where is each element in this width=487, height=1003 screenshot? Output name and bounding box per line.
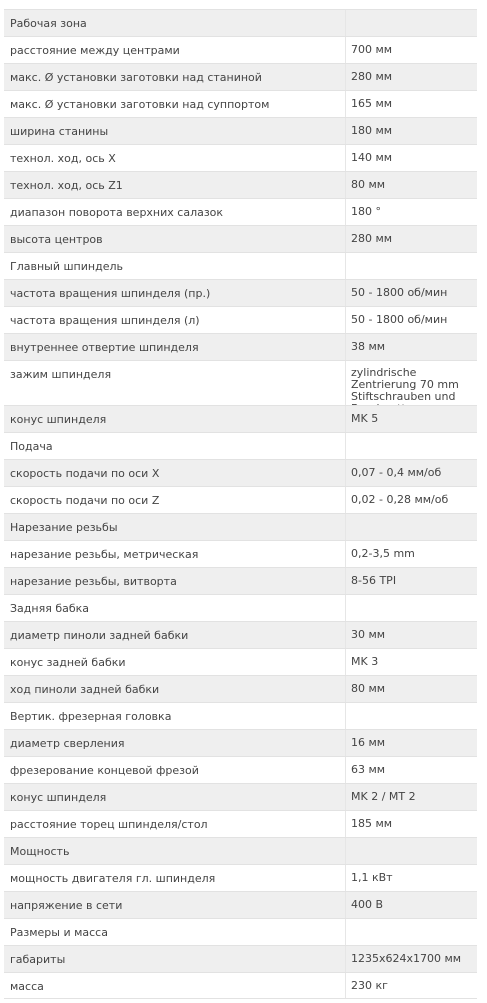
spec-row	[4, 621, 477, 648]
section-header-row	[4, 432, 477, 459]
column-divider	[345, 541, 346, 567]
spec-label: ход пиноли задней бабки	[10, 683, 160, 696]
section-title: Мощность	[10, 845, 70, 858]
spec-value: zylindrische Zentrierung 70 mm Stiftschrauben und	[351, 366, 459, 403]
spec-value: 30 мм	[351, 628, 386, 641]
column-divider	[345, 406, 346, 432]
spec-label: масса	[10, 980, 44, 993]
section-title: Вертик. фрезерная головка	[10, 710, 172, 723]
column-divider	[345, 676, 346, 702]
spec-row	[4, 864, 477, 891]
spec-value: 0,07 - 0,4 мм/об	[351, 466, 442, 479]
column-divider	[345, 118, 346, 144]
spec-row	[4, 144, 477, 171]
spec-row	[4, 225, 477, 252]
section-title: Подача	[10, 440, 53, 453]
spec-row	[4, 459, 477, 486]
section-header-row	[4, 918, 477, 945]
spec-value: 38 мм	[351, 340, 386, 353]
spec-label: фрезерование концевой фрезой	[10, 764, 199, 777]
spec-value: 50 - 1800 об/мин	[351, 286, 448, 299]
spec-label: диаметр сверления	[10, 737, 125, 750]
spec-row	[4, 540, 477, 567]
column-divider	[345, 37, 346, 63]
spec-value: 185 мм	[351, 817, 393, 830]
section-header-row	[4, 513, 477, 540]
spec-label: нарезание резьбы, метрическая	[10, 548, 199, 561]
column-divider	[345, 811, 346, 837]
column-divider	[345, 730, 346, 756]
column-divider	[345, 145, 346, 171]
spec-row	[4, 171, 477, 198]
section-title: Размеры и масса	[10, 926, 108, 939]
spec-row	[4, 783, 477, 810]
column-divider	[345, 91, 346, 117]
spec-row	[4, 756, 477, 783]
spec-row	[4, 567, 477, 594]
spec-value: 165 мм	[351, 97, 393, 110]
spec-value: 8-56 TPI	[351, 574, 397, 587]
spec-label: технол. ход, ось X	[10, 152, 116, 165]
spec-label: скорость подачи по оси Z	[10, 494, 160, 507]
column-divider	[345, 757, 346, 783]
column-divider	[345, 973, 346, 998]
spec-value: 280 мм	[351, 70, 393, 83]
section-header-row	[4, 837, 477, 864]
column-divider	[345, 703, 346, 729]
section-header-row	[4, 252, 477, 279]
spec-row	[4, 198, 477, 225]
column-divider	[345, 226, 346, 252]
column-divider	[345, 361, 346, 405]
spec-value: 1,1 кВт	[351, 871, 393, 884]
spec-value: 700 мм	[351, 43, 393, 56]
column-divider	[345, 460, 346, 486]
spec-row	[4, 486, 477, 513]
column-divider	[345, 568, 346, 594]
spec-value: 0,2-3,5 mm	[351, 547, 415, 560]
spec-label: расстояние торец шпинделя/стол	[10, 818, 208, 831]
spec-value: 50 - 1800 об/мин	[351, 313, 448, 326]
spec-value: 230 кг	[351, 979, 388, 992]
column-divider	[345, 199, 346, 225]
spec-row	[4, 648, 477, 675]
spec-value: 280 мм	[351, 232, 393, 245]
column-divider	[345, 64, 346, 90]
spec-label: скорость подачи по оси X	[10, 467, 160, 480]
spec-row	[4, 63, 477, 90]
section-header-row	[4, 594, 477, 621]
spec-label: расстояние между центрами	[10, 44, 180, 57]
spec-table	[4, 9, 477, 999]
spec-label: нарезание резьбы, витворта	[10, 575, 177, 588]
column-divider	[345, 622, 346, 648]
column-divider	[345, 919, 346, 945]
column-divider	[345, 649, 346, 675]
spec-value: MK 2 / MT 2	[351, 790, 416, 803]
section-title: Рабочая зона	[10, 17, 87, 30]
spec-label: габариты	[10, 953, 66, 966]
spec-row	[4, 972, 477, 999]
spec-row	[4, 810, 477, 837]
spec-label: частота вращения шпинделя (пр.)	[10, 287, 211, 300]
spec-label: частота вращения шпинделя (л)	[10, 314, 200, 327]
spec-value: 400 В	[351, 898, 384, 911]
spec-label: мощность двигателя гл. шпинделя	[10, 872, 216, 885]
spec-row	[4, 891, 477, 918]
spec-value: 1235x624x1700 мм	[351, 952, 462, 965]
spec-row	[4, 729, 477, 756]
spec-value: MK 5	[351, 412, 379, 425]
spec-row	[4, 306, 477, 333]
column-divider	[345, 838, 346, 864]
spec-label: макс. Ø установки заготовки над суппортом	[10, 98, 270, 111]
spec-label: конус задней бабки	[10, 656, 126, 669]
column-divider	[345, 172, 346, 198]
section-header-row	[4, 9, 477, 36]
spec-row	[4, 945, 477, 972]
spec-row	[4, 36, 477, 63]
spec-row	[4, 279, 477, 306]
column-divider	[345, 487, 346, 513]
spec-label: напряжение в сети	[10, 899, 123, 912]
column-divider	[345, 307, 346, 333]
column-divider	[345, 253, 346, 279]
spec-label: технол. ход, ось Z1	[10, 179, 123, 192]
spec-label: диаметр пиноли задней бабки	[10, 629, 189, 642]
spec-row	[4, 675, 477, 702]
spec-row	[4, 360, 477, 405]
spec-value: 16 мм	[351, 736, 386, 749]
column-divider	[345, 784, 346, 810]
column-divider	[345, 334, 346, 360]
spec-label: внутреннее отвертие шпинделя	[10, 341, 199, 354]
spec-value: 63 мм	[351, 763, 386, 776]
spec-row	[4, 333, 477, 360]
spec-label: макс. Ø установки заготовки над станиной	[10, 71, 262, 84]
section-title: Главный шпиндель	[10, 260, 123, 273]
spec-row	[4, 90, 477, 117]
spec-value: 180 мм	[351, 124, 393, 137]
spec-value: 180 °	[351, 205, 381, 218]
section-header-row	[4, 702, 477, 729]
column-divider	[345, 892, 346, 918]
column-divider	[345, 946, 346, 972]
spec-row	[4, 405, 477, 432]
spec-row	[4, 117, 477, 144]
spec-value: MK 3	[351, 655, 379, 668]
spec-value: 80 мм	[351, 178, 386, 191]
spec-label: конус шпинделя	[10, 791, 107, 804]
section-title: Задняя бабка	[10, 602, 90, 615]
column-divider	[345, 595, 346, 621]
spec-label: конус шпинделя	[10, 413, 107, 426]
column-divider	[345, 433, 346, 459]
spec-value: 80 мм	[351, 682, 386, 695]
spec-label: высота центров	[10, 233, 103, 246]
column-divider	[345, 514, 346, 540]
column-divider	[345, 865, 346, 891]
spec-label: ширина станины	[10, 125, 109, 138]
spec-label: диапазон поворота верхних салазок	[10, 206, 224, 219]
spec-value: 140 мм	[351, 151, 393, 164]
spec-label: зажим шпинделя	[10, 368, 112, 381]
column-divider	[345, 280, 346, 306]
section-title: Нарезание резьбы	[10, 521, 118, 534]
column-divider	[345, 10, 346, 36]
spec-value: 0,02 - 0,28 мм/об	[351, 493, 449, 506]
